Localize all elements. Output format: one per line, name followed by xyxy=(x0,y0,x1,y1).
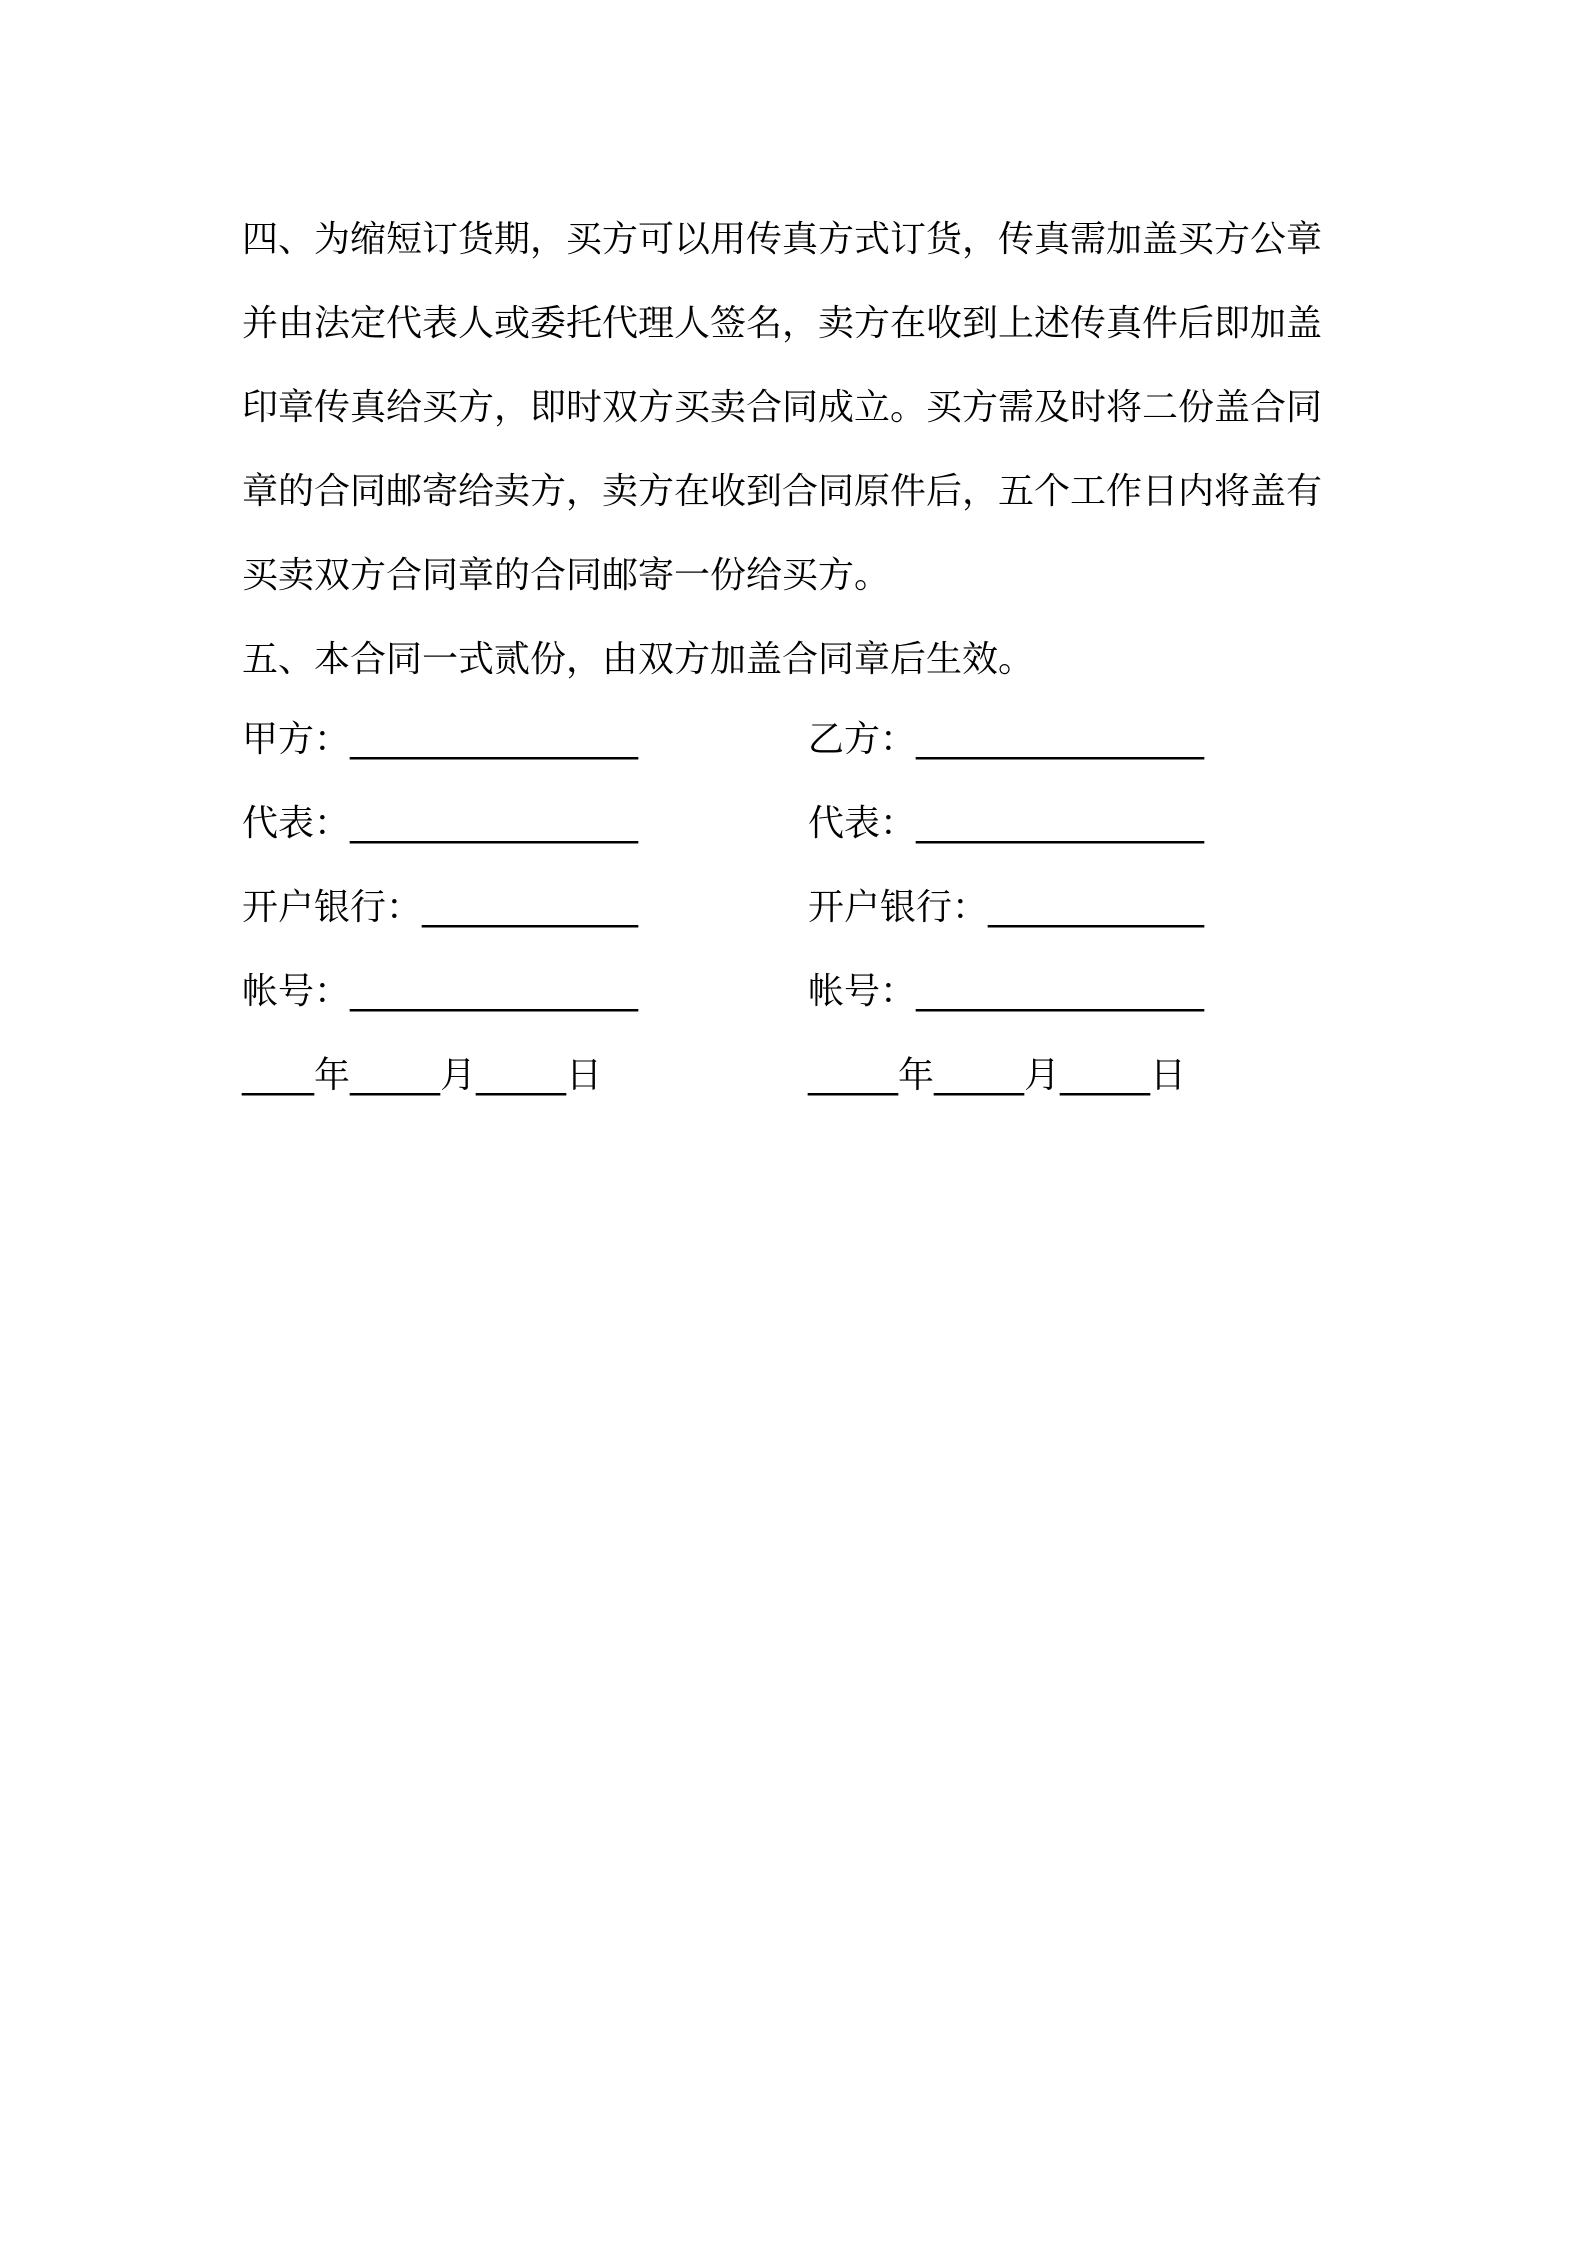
signature-row-date xyxy=(242,1034,1362,1118)
party-b-bank-field: 开户银行：____________ xyxy=(808,887,1205,928)
party-a-name-field: 甲方：________________ xyxy=(242,719,639,760)
party-a-representative-field: 代表：________________ xyxy=(242,803,639,844)
clause-4-line-3: 印章传真给买方，即时双方买卖合同成立。买方需及时将二份盖合同 xyxy=(242,387,1323,428)
signature-row-bank xyxy=(242,866,1362,950)
party-b-representative-field: 代表：________________ xyxy=(808,803,1205,844)
party-b-account-field: 帐号：________________ xyxy=(808,971,1205,1012)
party-a-date-field: ____年_____月_____日 xyxy=(242,1055,602,1096)
signature-row-representative xyxy=(242,782,1362,866)
clause-4-line-5: 买卖双方合同章的合同邮寄一份给买方。 xyxy=(242,555,891,596)
party-b-name-field: 乙方：________________ xyxy=(808,719,1205,760)
signature-row-party xyxy=(242,698,1362,782)
clause-4-line-1: 四、为缩短订货期，买方可以用传真方式订货，传真需加盖买方公章 xyxy=(242,219,1323,260)
party-a-account-field: 帐号：________________ xyxy=(242,971,639,1012)
contract-body xyxy=(242,198,1362,702)
signature-block xyxy=(242,698,1362,1118)
party-b-date-field: _____年_____月_____日 xyxy=(808,1055,1186,1096)
clause-5: 五、本合同一式贰份，由双方加盖合同章后生效。 xyxy=(242,639,1035,680)
party-a-bank-field: 开户银行：____________ xyxy=(242,887,639,928)
clause-4-line-4: 章的合同邮寄给卖方，卖方在收到合同原件后，五个工作日内将盖有 xyxy=(242,471,1323,512)
clause-4-line-2: 并由法定代表人或委托代理人签名，卖方在收到上述传真件后即加盖 xyxy=(242,303,1323,344)
signature-row-account xyxy=(242,950,1362,1034)
